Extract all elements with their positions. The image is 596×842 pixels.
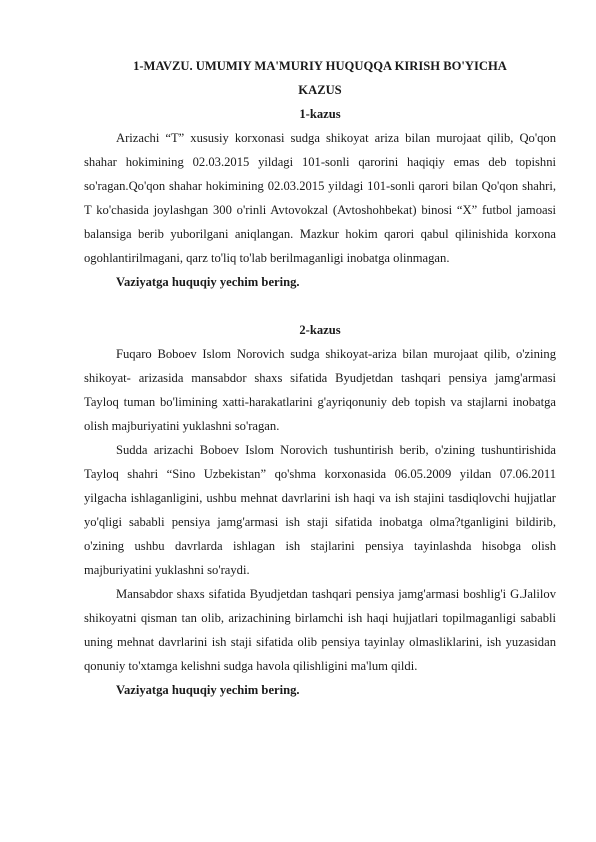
case-2-paragraph-2: Sudda arizachi Boboev Islom Norovich tushuntirish berib, o'zining tushuntirishida Tayloq shahri “Sino Uzbekistan” qo'shma korxonasida 06.05.2009 yildan 07.06.2011 yilgacha ishlaganligini, ushbu mehnat davrlarini ish haqi va ish stajini tasdiqlovchi hujjatlar yo'qligi sababli pensiya jamg'armasi ish staji sifatida inobatga olma?tganligini bildirib, o'zining ushbu davrlarda ishlagan ish stajlarini pensiya tayinlashda hisobga olish majburiyatini yuklashni so'raydi.: [84, 443, 556, 577]
document-title: 1-MAVZU. UMUMIY MA'MURIY HUQUQQA KIRISH BO'YICHA: [133, 59, 507, 73]
case-2-paragraph-3: Mansabdor shaxs sifatida Byudjetdan tashqari pensiya jamg'armasi boshlig'i G.Jalilov shikoyatni qisman tan olib, arizachining birlamchi ish haqi hujjatlari topilmaganligi sababli uning mehnat davrlarini ish staji sifatida olib pensiya tayinlay olmasliklarini, ish yuzasidan qonuniy to'xtamga kelishni sudga havola qilishligini ma'lum qildi.: [84, 587, 556, 673]
case-1-section: [84, 102, 556, 294]
case-1-heading: 1-kazus: [299, 107, 341, 121]
section-spacer: [84, 294, 556, 318]
case-2-heading: 2-kazus: [299, 323, 341, 337]
case-1-task: Vaziyatga huquqiy yechim bering.: [116, 275, 300, 289]
case-1-paragraph: Arizachi “T” xususiy korxonasi sudga shikoyat ariza bilan murojaat qilib, Qo'qon shahar hokimining 02.03.2015 yildagi 101-sonli qarorini haqiqiy emas deb topishni so'ragan.Qo'qon shahar hokimining 02.03.2015 yildagi 101-sonli qarori bilan Qo'qon shahri, T ko'chasida joylashgan 300 o'rinli Avtovokzal (Avtoshohbekat) binosi “X” futbol jamoasi balansiga berib yuborilgani aniqlangan. Mazkur hokim qarori qabul qilinishida korxona ogohlantirilmagani, qarz to'liq to'lab berilmaganligi inobatga olinmagan.: [84, 131, 556, 265]
document-title-line2: KAZUS: [298, 83, 342, 97]
case-2-paragraph-1: Fuqaro Boboev Islom Norovich sudga shikoyat-ariza bilan murojaat qilib, o'zining shikoyat- arizasida mansabdor shaxs sifatida Byudjetdan tashqari pensiya jamg'armasi Tayloq tuman bo'limining xatti-harakatlarini g'ayriqonuniy deb topish va stajlarni inobatga olish majburiyatini yuklashni so'ragan.: [84, 347, 556, 433]
case-2-section: [84, 318, 556, 702]
document-page: [84, 54, 556, 702]
case-2-task: Vaziyatga huquqiy yechim bering.: [116, 683, 300, 697]
